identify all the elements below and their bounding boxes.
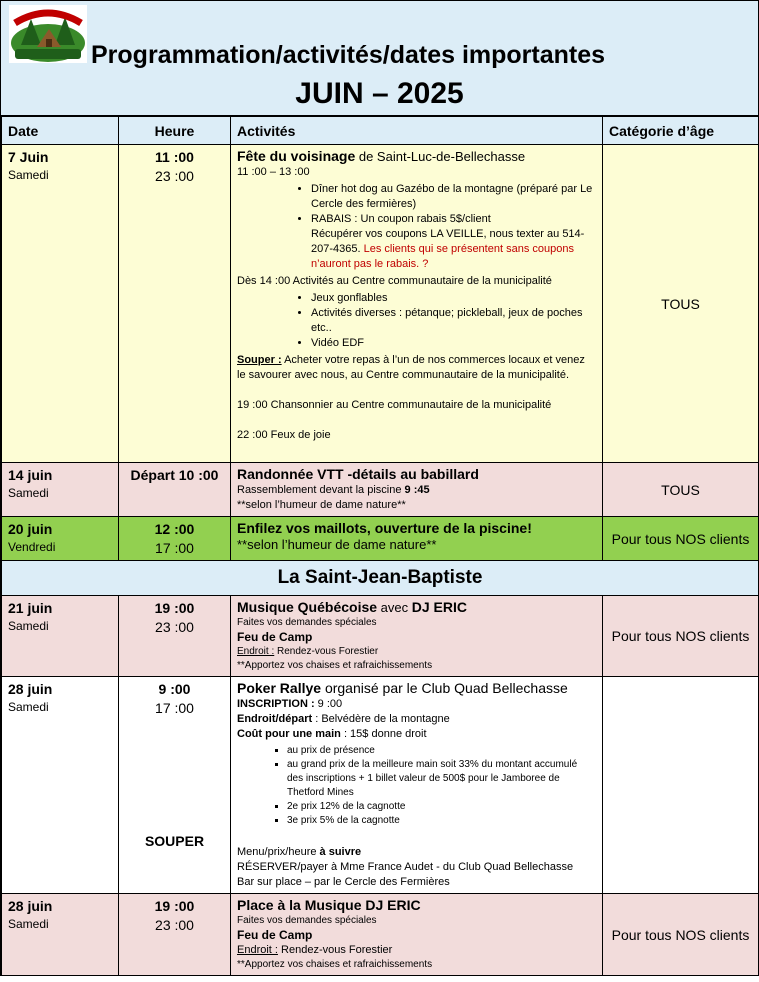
list-item: • Jeux gonflables <box>311 291 596 306</box>
page-title: Programmation/activités/dates importantes <box>91 41 606 69</box>
row-time-start: 12 :00 <box>154 521 195 537</box>
inscription-label: INSCRIPTION : <box>237 698 315 710</box>
inscription-time: 9 :00 <box>314 698 343 710</box>
activity-line: 11 :00 – 13 :00 <box>237 166 310 178</box>
activity-line: **selon l’humeur de dame nature** <box>237 537 437 552</box>
cost-label: Coût pour une main <box>237 728 341 740</box>
month-title: JUIN – 2025 <box>295 77 464 110</box>
activity-list <box>237 182 596 272</box>
list-item-text: Récupérer vos coupons LA VEILLE, nous texter au 514-207-4365. <box>311 228 585 255</box>
row-time-start: 9 :00 <box>158 681 191 697</box>
activity-title: Fête du voisinage <box>237 148 356 164</box>
column-heure: Heure <box>119 117 231 145</box>
activity-title-dj: DJ ERIC <box>411 599 467 615</box>
activity-line-text: Rassemblement devant la piscine <box>237 484 405 496</box>
row-category: Pour tous NOS clients <box>603 596 759 677</box>
departure-text: : Belvédère de la montagne <box>312 713 450 725</box>
activity-title: Musique Québécoise <box>237 599 378 615</box>
schedule-table <box>1 116 759 976</box>
activity-line <box>237 727 596 742</box>
row-time-start: 19 :00 <box>154 898 195 914</box>
row-date: 7 Juin <box>8 149 49 165</box>
camp-logo <box>9 5 87 63</box>
row-day: Samedi <box>8 917 49 931</box>
row-time-end: 23 :00 <box>155 168 194 184</box>
activity-line: 22 :00 Feux de joie <box>237 429 331 441</box>
activity-line <box>237 712 596 727</box>
row-time-souper: SOUPER <box>144 833 205 849</box>
activity-title: Enfilez vos maillots, ouverture de la piscine! <box>237 520 532 536</box>
place-label: Endroit : <box>237 944 278 956</box>
list-item: • Vidéo EDF <box>311 336 596 351</box>
row-category <box>603 677 759 894</box>
table-row <box>2 677 759 894</box>
activity-line: **Apportez vos chaises et rafraichissements <box>237 660 433 671</box>
row-category: TOUS <box>603 463 759 517</box>
activity-line: Faites vos demandes spéciales <box>237 915 377 926</box>
row-time-end: 17 :00 <box>155 700 194 716</box>
activity-line: Faites vos demandes spéciales <box>237 617 377 628</box>
row-category: TOUS <box>603 145 759 463</box>
row-date: 28 juin <box>8 681 53 697</box>
activity-line: Bar sur place – par le Cercle des Fermières <box>237 876 450 888</box>
activity-line <box>237 483 596 498</box>
list-item: • Dîner hot dog au Gazébo de la montagne (préparé par Le Cercle des fermières) <box>311 182 596 212</box>
row-date: 28 juin <box>8 898 53 914</box>
activity-line: 19 :00 Chansonnier au Centre communautaire de la municipalité <box>237 399 552 411</box>
activity-line: Feu de Camp <box>237 928 313 942</box>
activity-title-rest: organisé par le Club Quad Bellechasse <box>321 680 568 696</box>
header <box>1 0 758 116</box>
row-date: 20 juin <box>8 521 53 537</box>
activity-title-rest: avec <box>377 600 412 615</box>
row-day: Samedi <box>8 700 49 714</box>
activity-line: RÉSERVER/payer à Mme France Audet - du Club Quad Bellechasse <box>237 861 574 873</box>
activity-line <box>237 697 596 712</box>
activity-line: Feu de Camp <box>237 630 313 644</box>
row-time-start: 11 :00 <box>155 149 194 165</box>
activity-line: Dès 14 :00 Activités au Centre communautaire de la municipalité <box>237 275 552 287</box>
menu-followup: à suivre <box>319 846 362 858</box>
column-header-row <box>2 117 759 145</box>
list-item-text: RABAIS : Un coupon rabais 5$/client <box>311 213 491 225</box>
activity-title: Place à la Musique DJ ERIC <box>237 897 421 913</box>
row-time-start: Départ 10 :00 <box>130 467 219 483</box>
row-activity <box>231 463 603 517</box>
activity-title: Poker Rallye <box>237 680 322 696</box>
column-categorie: Catégorie d’âge <box>603 117 759 145</box>
row-date: 14 juin <box>8 467 53 483</box>
souper-label: Souper : <box>237 354 282 366</box>
list-item <box>311 212 596 272</box>
row-activity <box>231 596 603 677</box>
place-text: Rendez-vous Forestier <box>274 646 379 657</box>
row-time-start: 19 :00 <box>154 600 195 616</box>
list-item: ▪ 2e prix 12% de la cagnotte <box>287 800 596 814</box>
activity-line <box>237 645 596 659</box>
warning-text: Les clients qui se présentent sans coupons n’auront pas le rabais. ? <box>311 243 574 270</box>
row-category: Pour tous NOS clients <box>603 894 759 976</box>
place-label: Endroit : <box>237 646 275 657</box>
activity-line: **selon l’humeur de dame nature** <box>237 499 406 511</box>
table-row <box>2 145 759 463</box>
row-activity <box>231 145 603 463</box>
row-day: Samedi <box>8 168 49 182</box>
section-row <box>2 561 759 596</box>
activity-title: Randonnée VTT -détails au babillard <box>237 466 479 482</box>
row-time-end: 23 :00 <box>155 619 194 635</box>
row-day: Samedi <box>8 486 49 500</box>
souper-text: Acheter votre repas à l’un de nos commerces locaux et venez le savourer avec nous, au Centre communautaire de la municipalité. <box>237 354 585 381</box>
activity-list <box>237 291 596 351</box>
place-text: Rendez-vous Forestier <box>277 944 393 956</box>
column-date: Date <box>2 117 119 145</box>
list-item: • Activités diverses : pétanque; pickleball, jeux de poches etc.. <box>311 306 596 336</box>
row-time-end: 23 :00 <box>155 917 194 933</box>
departure-label: Endroit/départ <box>237 713 313 725</box>
column-activites: Activités <box>231 117 603 145</box>
cost-text: : 15$ donne droit <box>340 728 427 740</box>
row-day: Samedi <box>8 619 49 633</box>
list-item: ▪ 3e prix 5% de la cagnotte <box>287 814 596 828</box>
row-activity <box>231 677 603 894</box>
list-item: ▪ au grand prix de la meilleure main soit 33% du montant accumulé des inscriptions + 1 billet valeur de 500$ pour le Jamboree de Thetford Mines <box>287 758 596 800</box>
activity-time: 9 :45 <box>404 484 430 496</box>
row-activity <box>231 894 603 976</box>
list-item: ▪ au prix de présence <box>287 744 596 758</box>
section-title: La Saint-Jean-Baptiste <box>2 561 759 596</box>
row-day: Vendredi <box>8 540 56 554</box>
activity-line <box>237 943 596 958</box>
menu-text: Menu/prix/heure <box>237 846 320 858</box>
row-date: 21 juin <box>8 600 53 616</box>
activity-list <box>237 744 596 828</box>
activity-line <box>237 845 596 860</box>
table-row <box>2 596 759 677</box>
table-row <box>2 517 759 561</box>
activity-line: **Apportez vos chaises et rafraichissements <box>237 959 433 970</box>
row-time-end: 17 :00 <box>155 540 194 556</box>
activity-title-rest: de Saint-Luc-de-Bellechasse <box>355 149 526 164</box>
row-activity <box>231 517 603 561</box>
table-row <box>2 894 759 976</box>
table-row <box>2 463 759 517</box>
row-category: Pour tous NOS clients <box>603 517 759 561</box>
activity-line <box>237 353 596 383</box>
